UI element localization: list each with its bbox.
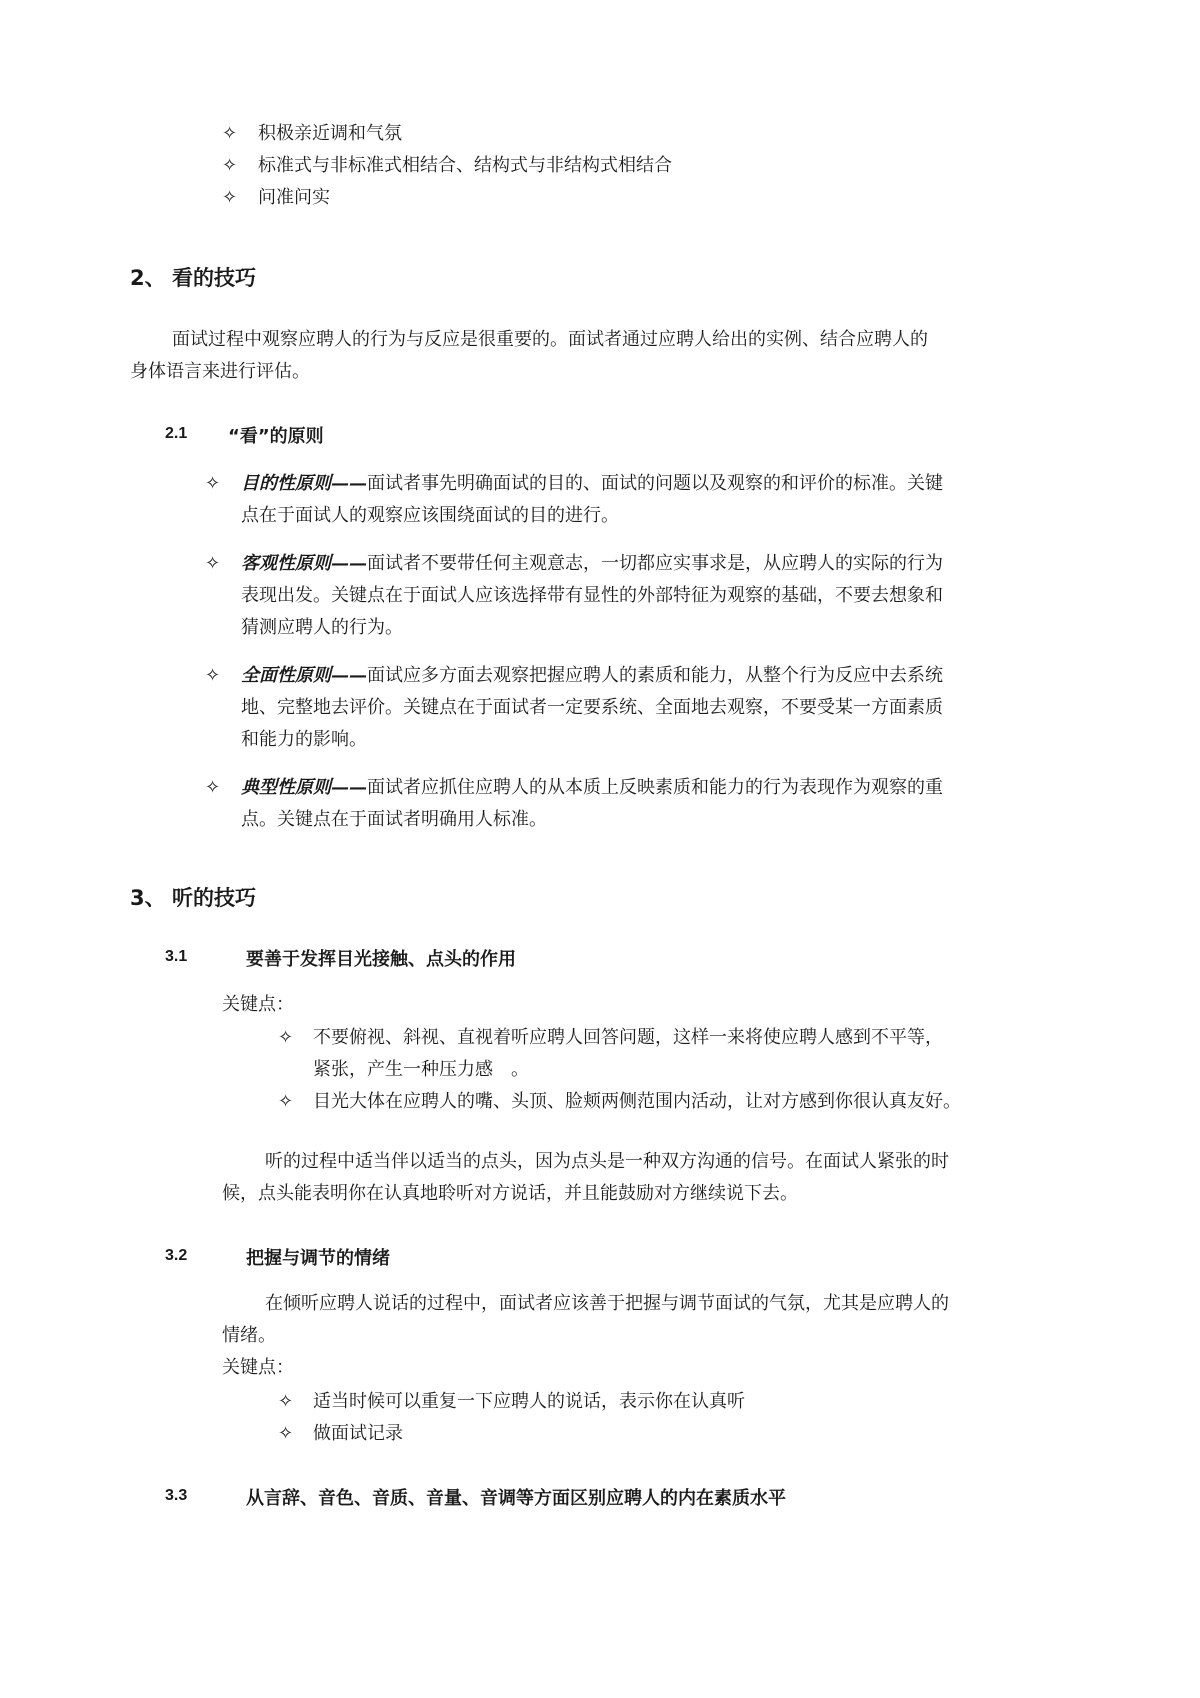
diamond-bullet-icon: ✧ <box>205 777 221 798</box>
key-points-label: 关键点： <box>222 1357 294 1378</box>
principle-4-line-2: 点。关键点在于面试者明确用人标准。 <box>241 809 547 830</box>
subsection-3-2-title: 把握与调节的情绪 <box>246 1248 390 1269</box>
section-2-number: 2、 <box>130 266 166 290</box>
listen-bullet-1-line-2: 紧张，产生一种压力感 。 <box>313 1059 529 1080</box>
top-bullet-3: 问准问实 <box>258 187 330 208</box>
subsection-3-3-title: 从言辞、音色、音质、音量、音调等方面区别应聘人的内在素质水平 <box>246 1488 786 1509</box>
diamond-bullet-icon: ✧ <box>278 1027 294 1048</box>
principle-4-term: 典型性原则—— <box>241 777 367 798</box>
emotion-bullet-2: 做面试记录 <box>313 1423 403 1444</box>
emotion-paragraph-line-2: 情绪。 <box>222 1325 276 1346</box>
diamond-bullet-icon: ✧ <box>222 155 238 176</box>
diamond-bullet-icon: ✧ <box>222 123 238 144</box>
section-2-intro-line-1: 面试过程中观察应聘人的行为与反应是很重要的。面试者通过应聘人给出的实例、结合应聘人的 <box>172 329 928 350</box>
subsection-3-1-title: 要善于发挥目光接触、点头的作用 <box>246 949 516 970</box>
top-bullet-1: 积极亲近调和气氛 <box>258 123 402 144</box>
principle-2-line-1: 客观性原则——面试者不要带任何主观意志，一切都应实事求是，从应聘人的实际的行为 <box>241 553 943 574</box>
subsection-3-2-number: 3.2 <box>165 1247 188 1264</box>
principle-2-term: 客观性原则—— <box>241 553 367 574</box>
diamond-bullet-icon: ✧ <box>205 665 221 686</box>
diamond-bullet-icon: ✧ <box>205 473 221 494</box>
listen-bullet-1-line-1: 不要俯视、斜视、直视着听应聘人回答问题，这样一来将使应聘人感到不平等， <box>313 1027 943 1048</box>
diamond-bullet-icon: ✧ <box>278 1091 294 1112</box>
principle-3-term: 全面性原则—— <box>241 665 367 686</box>
nod-paragraph-line-1: 听的过程中适当伴以适当的点头，因为点头是一种双方沟通的信号。在面试人紧张的时 <box>265 1151 949 1172</box>
listen-bullet-2-line-1: 目光大体在应聘人的嘴、头顶、脸颊两侧范围内活动，让对方感到你很认真友好。 <box>313 1091 961 1112</box>
subsection-2-1-title: “看”的原则 <box>228 426 324 447</box>
emotion-bullet-1: 适当时候可以重复一下应聘人的说话，表示你在认真听 <box>313 1391 745 1412</box>
subsection-3-1-number: 3.1 <box>165 948 188 965</box>
diamond-bullet-icon: ✧ <box>205 553 221 574</box>
section-2-title: 看的技巧 <box>172 266 256 290</box>
principle-4-line-1: 典型性原则——面试者应抓住应聘人的从本质上反映素质和能力的行为表现作为观察的重 <box>241 777 943 798</box>
diamond-bullet-icon: ✧ <box>278 1423 294 1444</box>
top-bullet-2: 标准式与非标准式相结合、结构式与非结构式相结合 <box>258 155 672 176</box>
principle-3-line-1: 全面性原则——面试应多方面去观察把握应聘人的素质和能力，从整个行为反应中去系统 <box>241 665 943 686</box>
principle-2-line-3: 猜测应聘人的行为。 <box>241 617 403 638</box>
subsection-3-3-number: 3.3 <box>165 1487 188 1504</box>
principle-1-term: 目的性原则—— <box>241 473 367 494</box>
key-points-label: 关键点： <box>222 994 294 1015</box>
section-2-intro-line-2: 身体语言来进行评估。 <box>130 361 310 382</box>
section-3-number: 3、 <box>130 886 166 910</box>
principle-3-line-2: 地、完整地去评价。关键点在于面试者一定要系统、全面地去观察，不要受某一方面素质 <box>241 697 943 718</box>
nod-paragraph-line-2: 候，点头能表明你在认真地聆听对方说话，并且能鼓励对方继续说下去。 <box>222 1183 798 1204</box>
emotion-paragraph-line-1: 在倾听应聘人说话的过程中，面试者应该善于把握与调节面试的气氛，尤其是应聘人的 <box>265 1293 949 1314</box>
subsection-2-1-number: 2.1 <box>165 425 188 442</box>
section-3-title: 听的技巧 <box>172 886 256 910</box>
principle-1-line-2: 点在于面试人的观察应该围绕面试的目的进行。 <box>241 505 619 526</box>
principle-1-line-1: 目的性原则——面试者事先明确面试的目的、面试的问题以及观察的和评价的标准。关键 <box>241 473 943 494</box>
diamond-bullet-icon: ✧ <box>278 1391 294 1412</box>
diamond-bullet-icon: ✧ <box>222 187 238 208</box>
principle-2-line-2: 表现出发。关键点在于面试人应该选择带有显性的外部特征为观察的基础，不要去想象和 <box>241 585 943 606</box>
principle-3-line-3: 和能力的影响。 <box>241 729 367 750</box>
